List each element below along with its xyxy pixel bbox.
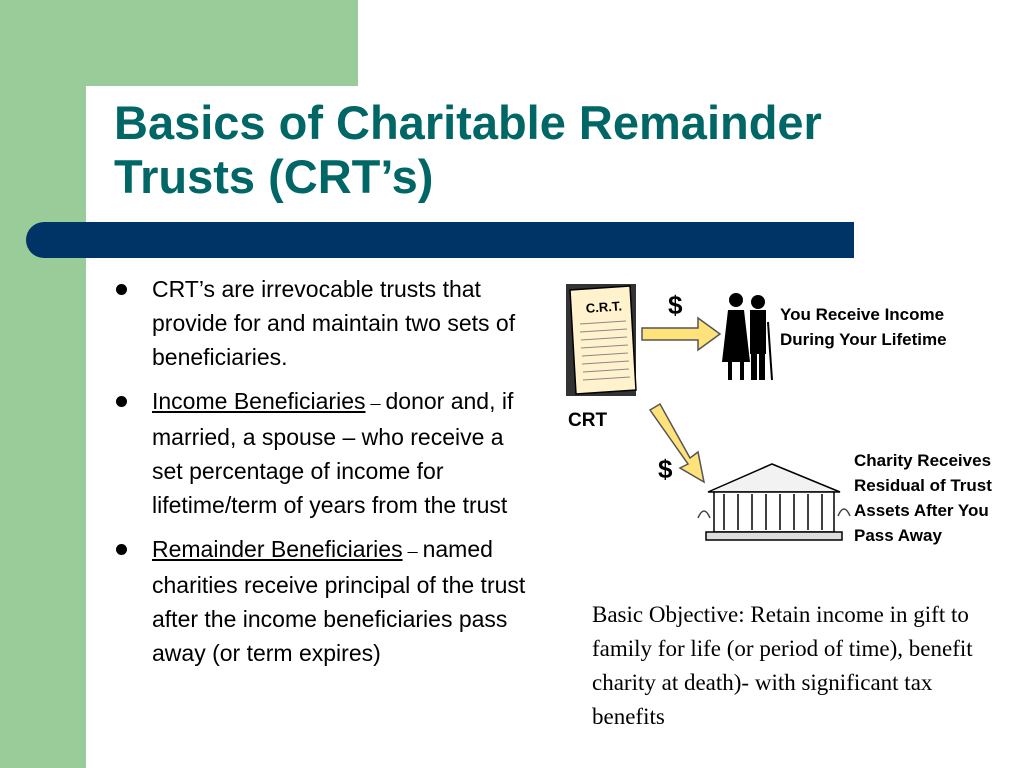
basic-objective-note: Basic Objective: Retain income in gift to family for life (or period of time), benefit charity at death)- with significant tax benefits [592, 602, 973, 729]
dollar-sign-top: $ [668, 290, 683, 320]
bullet-dot-icon [116, 544, 127, 555]
bullet-text: CRT’s are irrevocable trusts that provide for and maintain two sets of beneficiaries. [152, 276, 516, 370]
bullet-list [112, 272, 532, 680]
bullet-dash: – [365, 392, 386, 414]
bullet-term-link: Remainder Beneficiaries [152, 536, 403, 562]
bullet-term-link: Income Beneficiaries [152, 388, 366, 414]
bullet-item [112, 384, 532, 522]
charity-building-icon [698, 464, 850, 540]
charity-label-line-1: Charity Receives [854, 451, 992, 470]
charity-label-line-4: Pass Away [854, 526, 942, 545]
couple-icon [722, 293, 772, 380]
bullet-text: named charities receive principal of the trust after the income beneficiaries pass away (or term expires) [152, 536, 526, 666]
green-side-band [0, 0, 86, 768]
bullet-dot-icon [116, 284, 127, 295]
bullet-item [112, 532, 532, 670]
slide-title-line-1: Basics of Charitable Remainder [114, 96, 822, 149]
income-label-line-1: You Receive Income [780, 305, 945, 324]
crt-flow-diagram [558, 282, 998, 562]
slide-title-line-2: Trusts (CRT’s) [114, 150, 434, 203]
charity-label-line-2: Residual of Trust [854, 476, 992, 495]
dollar-sign-bottom: $ [658, 454, 673, 484]
income-arrow-icon [642, 318, 720, 350]
income-label-line-2: During Your Lifetime [780, 330, 947, 349]
slide-title [114, 96, 974, 204]
crt-label: CRT [568, 410, 608, 431]
bullet-dot-icon [116, 396, 127, 407]
green-top-band [0, 0, 358, 86]
bullet-dash: – [402, 540, 423, 562]
title-divider-bar [26, 222, 854, 258]
trust-document-icon [566, 284, 636, 396]
document-label: C.R.T. [585, 298, 623, 316]
bullet-item [112, 272, 532, 374]
bullet-text: donor and, if married, a spouse – who receive a set percentage of income for lifetime/term of years from the trust [152, 388, 514, 518]
charity-label-line-3: Assets After You [854, 501, 989, 520]
